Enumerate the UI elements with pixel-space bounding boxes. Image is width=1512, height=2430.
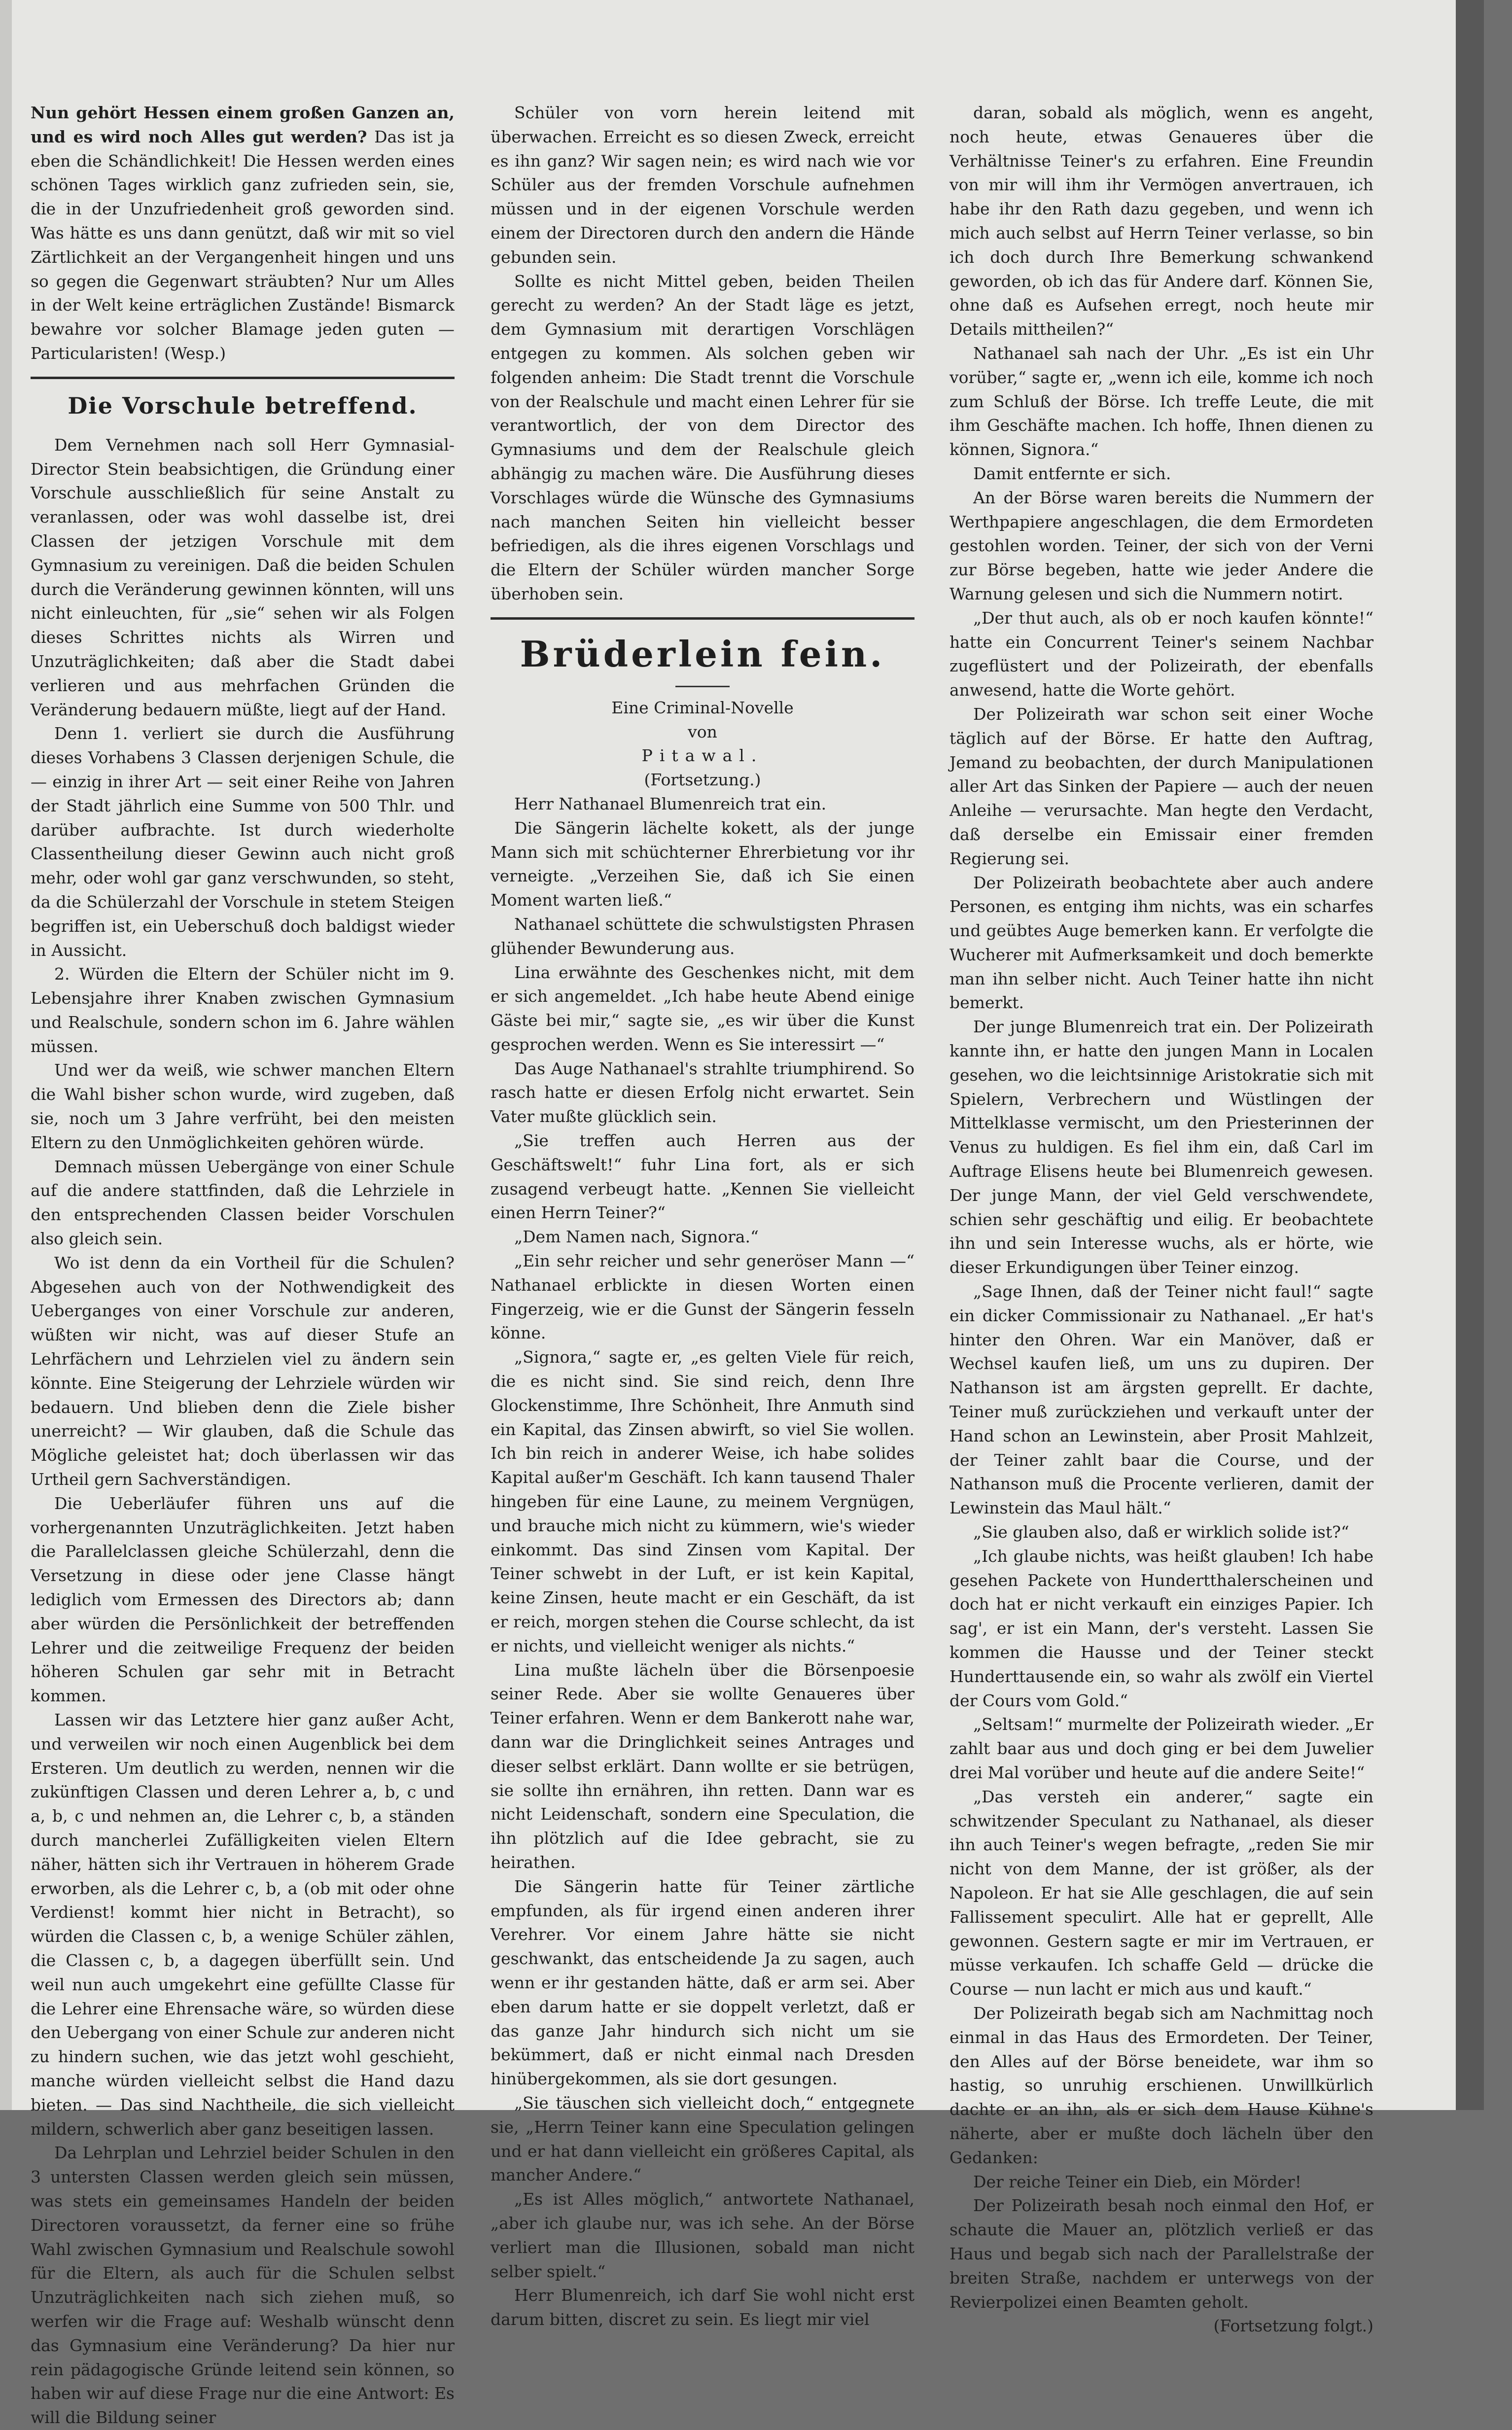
- paragraph: Der Polizeirath war schon seit einer Woche täglich auf der Börse. Er hatte den Auftrag, Jemand zu beobachten, der durch Manipulationen aller Art das Sinken der Papiere — auch der neuen Anleihe — verursachte. Man hegte den Verdacht, daß derselbe ein Emissair einer fremden Regierung sei.: [949, 704, 1373, 868]
- paragraph: An der Börse waren bereits die Nummern der Werthpapiere angeschlagen, die dem Ermordeten gestohlen worden. Teiner, der sich von der Verni zur Börse begeben, hatte wie jeder Andere die Warnung gelesen und sich die Nummern notirt.: [949, 488, 1373, 603]
- paragraph: „Ein sehr reicher und sehr generöser Mann —“ Nathanael erblickte in diesen Worten einen Fingerzeig, wie er die Gunst der Sängerin fesseln könne.: [491, 1251, 914, 1343]
- paragraph: „Sie treffen auch Herren aus der Geschäftswelt!“ fuhr Lina fort, als er sich zusagend verbeugt hatte. „Kennen Sie vielleicht einen Herrn Teiner?“: [491, 1131, 914, 1223]
- intro-lead: Nun gehört Hessen einem großen Ganzen an, und es wird noch Alles gut werden?: [31, 103, 455, 146]
- paragraph: Und wer da weiß, wie schwer manchen Eltern die Wahl bisher schon wurde, wird zugeben, daß sie, noch um 3 Jahre verfrüht, bei den meisten Eltern zu den Unmöglichkeiten gehören würde.: [31, 1060, 455, 1152]
- paragraph: Lina mußte lächeln über die Börsenpoesie seiner Rede. Aber sie wollte Genaueres über Teiner erfahren. Wenn er dem Bankerott nahe war, dann war die Dringlichkeit seines Antrages und dieser selbst erklärt. Dann wollte er sie betrügen, sie sollte ihn ernähren, ihn retten. Dann war es nicht Leidenschaft, sondern eine Speculation, die ihn plötzlich auf die Idee gebracht, sie zu heirathen.: [491, 1660, 914, 1872]
- paragraph: „Sage Ihnen, daß der Teiner nicht faul!“ sagte ein dicker Commissionair zu Nathanael. „Er hat's hinter den Ohren. War ein Manöver, daß er Wechsel kaufen ließ, um uns zu dupiren. Der Nathanson ist am ärgsten geprellt. Er dachte, Teiner muß zurückziehen und verkauft unter der Hand schon an Lewinstein, aber Prosit Mahlzeit, der Teiner zahlt baar die Course, und der Nathanson muß die Procente verlieren, damit der Lewinstein das Maul hält.“: [949, 1282, 1373, 1518]
- paragraph: Der reiche Teiner ein Dieb, ein Mörder!: [973, 2172, 1301, 2191]
- paragraph: Da Lehrplan und Lehrziel beider Schulen in den 3 untersten Classen werden gleich sein müssen, was stets ein gemeinsames Handeln der beiden Directoren voraussetzt, da ferner eine so frühe Wahl zwischen Gymnasium und Realschule sowohl für die Eltern, als auch für die Schulen selbst Unzuträglichkeiten nach sich ziehen muß, so werfen wir die Frage auf: Weshalb wünscht denn das Gymnasium eine Veränderung? Da hier nur rein pädagogische Gründe leitend sein können, so haben wir auf diese Frage nur die eine Antwort: Es will die Bildung seiner: [31, 2143, 455, 2428]
- paragraph: Lina erwähnte des Geschenkes nicht, mit dem er sich angemeldet. „Ich habe heute Abend einige Gäste bei mir,“ sagte sie, „es wir über die Kunst gesprochen werden. Wenn es Sie interessirt —“: [491, 962, 914, 1054]
- paragraph: „Das versteh ein anderer,“ sagte ein schwitzender Speculant zu Nathanael, als dieser ihn auch Teiner's wegen befragte, „reden Sie mir nicht von dem Manne, der ist größer, als der Napoleon. Er hat sie Alle geschlagen, die auf sein Fallissement speculirt. Alle hat er geprellt, Alle gewonnen. Gestern sagte er mir im Vertrauen, er müsse verkaufen. Ich schaffe Geld — drücke die Course — nun lacht er mich aus und kauft.“: [949, 1787, 1373, 1999]
- intro-rest: Das ist ja eben die Schändlichkeit! Die Hessen werden eines schönen Tages wirklich ganz zufrieden sein, sie, die in der Unzufriedenheit groß geworden sind. Was hätte es uns dann genützt, daß wir mit so viel Zärtlichkeit an der Vergangenheit hingen und uns so gegen die Gegenwart sträubten? Nur um Alles in der Welt keine erträglichen Zustände! Bismarck bewahre vor solcher Blamage jeden guten — Particularisten! (Wesp.): [31, 127, 455, 363]
- story-continued: (Fortsetzung.): [644, 770, 761, 790]
- article-heading: Die Vorschule betreffend.: [68, 392, 418, 419]
- paragraph: daran, sobald als möglich, wenn es angeht, noch heute, etwas Genaueres über die Verhältnisse Teiner's zu erfahren. Eine Freundin von mir will ihm ihr Vermögen anvertrauen, ich habe ihr den Rath dazu gegeben, und wenn ich mich auch selbst auf Herrn Teiner verlasse, so bin ich doch durch Ihre Bemerkung schwankend geworden, ob ich das für Andere darf. Können Sie, ohne daß es Aufsehen erregt, noch heute mir Details mittheilen?“: [949, 103, 1373, 339]
- paragraph: Die Sängerin lächelte kokett, als der junge Mann sich mit schüchterner Ehrerbietung vor ihr verneigte. „Verzeihen Sie, daß ich Sie einen Moment warten ließ.“: [491, 818, 914, 910]
- paragraph: Schüler von vorn herein leitend mit überwachen. Erreicht es so diesen Zweck, erreicht es ihn ganz? Wir sagen nein; es wird nach wie vor Schüler aus der fremden Vorschule aufnehmen müssen und in der eigenen Vorschule werden einem der Directoren durch den andern die Hände gebunden sein.: [491, 103, 914, 267]
- paragraph: Der junge Blumenreich trat ein. Der Polizeirath kannte ihn, er hatte den jungen Mann in Localen gesehen, wo die leichtsinnige Aristokratie sich mit Spielern, Verbrechern und Wüstlingen der Mittelklasse vermischt, um den Priesterinnen der Venus zu huldigen. Es fiel ihm ein, daß Carl im Auftrage Elisens heute bei Blumenreich gewesen. Der junge Mann, der viel Geld verschwendete, schien sehr geschäftig und eilig. Er beobachtete ihn und sein Interesse wuchs, als er hörte, wie dieser Erkundigungen über Teiner einzog.: [949, 1017, 1373, 1277]
- paragraph: Wo ist denn da ein Vortheil für die Schulen? Abgesehen auch von der Nothwendigkeit des Ueberganges von einer Vorschule zur anderen, wüßten wir nicht, was auf dieser Stufe an Lehrfächern und Lehrzielen viel zu ändern sein könnte. Eine Steigerung der Lehrziele würden wir bedauern. Und blieben denn die Ziele bisher unerreicht? — Wir glauben, daß die Schule das Mögliche geleistet hat; doch überlassen wir das Urtheil gern Sachverständigen.: [31, 1253, 455, 1489]
- section-divider: [491, 617, 914, 620]
- paragraph: Das Auge Nathanael's strahlte triumphirend. So rasch hatte er diesen Erfolg nicht erwartet. Sein Vater mußte glücklich sein.: [491, 1058, 914, 1127]
- paragraph: Nathanael sah nach der Uhr. „Es ist ein Uhr vorüber,“ sagte er, „wenn ich eile, komme ich noch zum Schluß der Börse. Ich treffe Leute, die mit ihm Geschäfte machen. Ich hoffe, Ihnen dienen zu können, Signora.“: [949, 343, 1373, 459]
- paragraph: „Seltsam!“ murmelte der Polizeirath wieder. „Er zahlt baar aus und doch ging er bei dem Juwelier drei Mal vorüber und heute auf die andere Seite!“: [949, 1715, 1373, 1782]
- story-body-continued: [949, 101, 1373, 2314]
- story-title: Brüderlein fein.: [520, 633, 885, 675]
- paragraph: „Sie glauben also, daß er wirklich solide ist?“: [973, 1522, 1349, 1542]
- intro-paragraph: [31, 101, 455, 366]
- paragraph: „Ich glaube nichts, was heißt glauben! Ich habe gesehen Packete von Hundertthalerscheinen und doch hat er nicht verkauft ein einziges Papier. Ich sag', er ist ein Mann, der's versteht. Lassen Sie kommen die Hausse und der Teiner steckt Hunderttausende ein, so wahr als zwölf ein Viertel der Cours vom Gold.“: [949, 1546, 1373, 1710]
- paragraph: Sollte es nicht Mittel geben, beiden Theilen gerecht zu werden? An der Stadt läge es jetzt, dem Gymnasium mit derartigen Vorschlägen entgegen zu kommen. Als solchen geben wir folgenden anheim: Die Stadt trennt die Vorschule von der Realschule und macht einen Lehrer für sie verantwortlich, der von dem Director des Gymnasiums und dem der Realschule gleich abhängig zu machen wäre. Die Ausführung dieses Vorschlages würde die Wünsche des Gymnasiums nach manchen Seiten hin vielleicht besser befriedigen, als die ihres eigenen Vorschlags und die Eltern der Schüler würden mancher Sorge überhoben sein.: [491, 271, 914, 603]
- section-divider: [31, 377, 455, 379]
- article-body: [31, 433, 455, 2430]
- paragraph: Herr Blumenreich, ich darf Sie wohl nicht erst darum bitten, discret zu sein. Es liegt mir viel: [491, 2286, 914, 2329]
- paragraph: Lassen wir das Letztere hier ganz außer Acht, und verweilen wir noch einen Augenblick bei dem Ersteren. Um deutlich zu werden, nennen wir die zukünftigen Classen und deren Lehrer a, b, c und a, b, c und nehmen an, die Lehrer c, b, a ständen durch mancherlei Zufälligkeiten vielen Eltern näher, hätten sich ihr Vertrauen in höherem Grade erworben, als die Lehrer c, b, a (ob mit oder ohne Verdienst! kommt hier nicht in Betracht), so würden die Classen c, b, a wenige Schüler zählen, die Classen c, b, a dagegen überfüllt sein. Und weil nun auch umgekehrt eine gefüllte Classe für die Lehrer eine Ehrensache wäre, so würden diese den Uebergang von einer Schule zur anderen nicht zu hindern suchen, wie das jetzt wohl geschieht, manche würden vielleicht selbst die Hand dazu bieten. — Das sind Nachtheile, die sich vielleicht mildern, schwerlich aber ganz beseitigen lassen.: [31, 1710, 455, 2139]
- paragraph: Der Polizeirath beobachtete aber auch andere Personen, es entging ihm nichts, was ein scharfes und geübtes Auge bemerken kann. Er verfolgte die Wucherer mit Aufmerksamkeit und doch bemerkte man ihn selber nicht. Auch Teiner hatte ihn nicht bemerkt.: [949, 873, 1373, 1013]
- paragraph: „Signora,“ sagte er, „es gelten Viele für reich, die es nicht sind. Sie sind reich, denn Ihre Glockenstimme, Ihre Schönheit, Ihre Anmuth sind ein Kapital, das Zinsen abwirft, so viel Sie wollen. Ich bin reich in anderer Weise, ich habe solides Kapital außer'm Geschäft. Ich kann tausend Thaler hingeben für eine Laune, zu meinem Vergnügen, und brauche mich nicht zu kümmern, wie's wieder einkommt. Das sind Zinsen vom Kapital. Der Teiner schwebt in der Luft, er ist kein Kapital, keine Zinsen, heute macht er ein Geschäft, da ist er reich, morgen stehen die Course schlecht, da ist er nichts, und vielleicht weniger als nichts.“: [491, 1347, 914, 1655]
- column-left: [31, 101, 455, 2430]
- column-right: [949, 101, 1373, 2338]
- article-continuation: [491, 101, 914, 606]
- paragraph: Die Sängerin hatte für Teiner zärtliche empfunden, als für irgend einen anderen ihrer Verehrer. Vor einem Jahre hätte sie nicht geschwankt, das entscheidende Ja zu sagen, auch wenn er ihr gestanden hätte, daß er arm sei. Aber eben darum hatte er sie doppelt verletzt, daß er das ganze Jahr hindurch sich nicht um sie bekümmert, daß er nicht einmal nach Dresden hinübergekommen, als sie dort gesungen.: [491, 1876, 914, 2089]
- paragraph: „Dem Namen nach, Signora.“: [514, 1227, 759, 1247]
- title-rule: [675, 686, 730, 687]
- paragraph: „Es ist Alles möglich,“ antwortete Nathanael, „aber ich glaube nur, was ich sehe. An der Börse verliert man die Illusionen, sobald man nicht selber spielt.“: [491, 2189, 914, 2281]
- story-by: von: [688, 722, 717, 741]
- paragraph: Herr Nathanael Blumenreich trat ein.: [514, 794, 827, 813]
- story-body: [491, 792, 914, 2332]
- binding-edge: [1456, 0, 1484, 2110]
- story-author: Pitawal.: [641, 746, 764, 766]
- paragraph: Denn 1. verliert sie durch die Ausführung dieses Vorhabens 3 Classen derjenigen Schule, die — einzig in ihrer Art — seit einer Reihe von Jahren der Stadt jährlich eine Summe von 500 Thlr. und darüber aufbrachte. Ist durch wiederholte Classentheilung dieser Gewinn auch nicht groß mehr, oder wohl gar ganz verschwunden, so steht, da die Schülerzahl der Vorschule in stetem Steigen begriffen ist, ein Ueberschuß doch baldigst wieder in Aussicht.: [31, 724, 455, 960]
- paragraph: Die Ueberläufer führen uns auf die vorhergenannten Unzuträglichkeiten. Jetzt haben die Parallelclassen gleiche Schülerzahl, denn die Versetzung in diese oder jene Classe hängt lediglich vom Ermessen des Directors ab; dann aber würden die Persönlichkeit der betreffenden Lehrer und die zeitweilige Frequenz der beiden höheren Schulen gar sehr mit in Betracht kommen.: [31, 1493, 455, 1706]
- paragraph: 2. Würden die Eltern der Schüler nicht im 9. Lebensjahre ihrer Knaben zwischen Gymnasium und Realschule, sondern schon im 6. Jahre wählen müssen.: [31, 964, 455, 1056]
- paragraph: Nathanael schüttete die schwulstigsten Phrasen glühender Bewunderung aus.: [491, 914, 914, 958]
- paragraph: „Der thut auch, als ob er noch kaufen könnte!“ hatte ein Concurrent Teiner's seinem Nachbar zugeflüstert und der Polizeirath, der ebenfalls anwesend, hatte die Worte gehört.: [949, 608, 1373, 700]
- paragraph: „Sie täuschen sich vielleicht doch,“ entgegnete sie, „Herrn Teiner kann eine Speculation gelingen und er hat dann vielleicht ein größeres Capital, als mancher Andere.“: [491, 2093, 914, 2185]
- paragraph: Dem Vernehmen nach soll Herr Gymnasial-Director Stein beabsichtigen, die Gründung einer Vorschule ausschließlich für seine Anstalt zu veranlassen, oder was wohl dasselbe ist, drei Classen der jetzigen Vorschule mit dem Gymnasium zu vereinigen. Daß die beiden Schulen durch die Veränderung gewinnen könnten, will uns nicht einleuchten, für „sie“ sehen wir als Folgen dieses Schrittes nichts als Wirren und Unzuträglichkeiten; daß aber die Stadt dabei verlieren und aus mehrfachen Gründen die Veränderung bedauern müßte, liegt auf der Hand.: [31, 435, 455, 719]
- paragraph: Damit entfernte er sich.: [973, 463, 1171, 483]
- story-closing: (Fortsetzung folgt.): [1213, 2316, 1373, 2336]
- paragraph: Der Polizeirath begab sich am Nachmittag noch einmal in das Haus des Ermordeten. Der Teiner, den Alles auf der Börse beneidete, war ihm so hastig, so unruhig erschienen. Unwillkürlich dachte er an ihn, als er sich dem Hause Kühne's näherte, aber er mußte doch lächeln über den Gedanken:: [949, 2003, 1373, 2167]
- column-middle: [491, 101, 914, 2332]
- paragraph: Der Polizeirath besah noch einmal den Hof, er schaute die Mauer an, plötzlich verließ er das Haus und begab sich nach der Parallelstraße der breiten Straße, nachdem er unterwegs von der Revierpolizei einen Beamten geholt.: [949, 2196, 1373, 2312]
- paragraph: Demnach müssen Uebergänge von einer Schule auf die andere stattfinden, daß die Lehrziele in den entsprechenden Classen beider Vorschulen also gleich sein.: [31, 1157, 455, 1249]
- story-genre: Eine Criminal-Novelle: [611, 698, 794, 717]
